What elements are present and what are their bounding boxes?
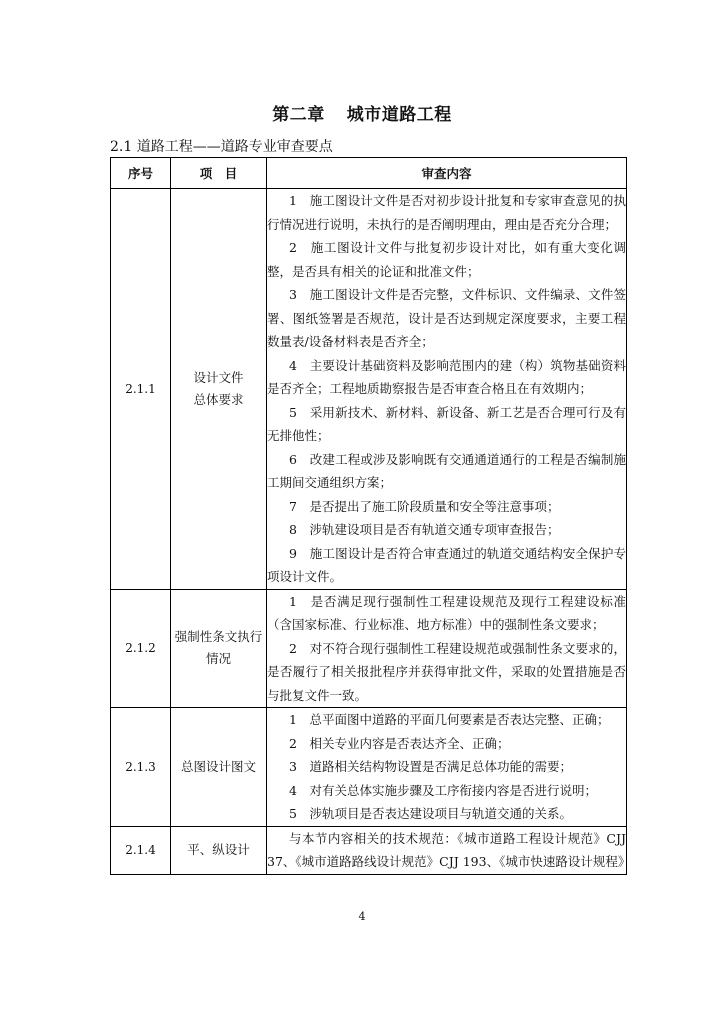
review-point: 5 采用新技术、新材料、新设备、新工艺是否合理可行及有无排他性；	[267, 404, 626, 443]
row-content	[267, 589, 627, 708]
review-point: 1 是否满足现行强制性工程建设规范及现行工程建设标准（含国家标准、行业标准、地方标准）中的强制性条文要求；	[267, 593, 626, 632]
page-number: 4	[358, 910, 366, 923]
review-table	[110, 157, 631, 875]
row-number: 2.1.1	[111, 189, 171, 590]
row-number: 2.1.4	[111, 826, 171, 874]
review-point: 9 施工图设计是否符合审查通过的轨道交通结构安全保护专项设计文件。	[267, 545, 626, 584]
table-header-row	[111, 158, 627, 189]
review-point: 与本节内容相关的技术规范：《城市道路工程设计规范》CJJ 37、《城市道路路线设计规范》CJJ 193、《城市快速路设计规程》	[267, 830, 631, 869]
review-point: 4 主要设计基础资料及影响范围内的建（构）筑物基础资料是否齐全；工程地质勘察报告是否审查合格且在有效期内；	[267, 357, 626, 396]
review-point: 2 对不符合现行强制性工程建设规范或强制性条文要求的，是否履行了相关报批程序并获得审批文件，采取的处置措施是否与批复文件一致。	[267, 640, 626, 703]
review-point: 5 涉轨项目是否表达建设项目与轨道交通的关系。	[289, 806, 572, 821]
review-point: 3 施工图设计文件是否完整，文件标识、文件编录、文件签署、图纸签署是否规范，设计是否达到规定深度要求，主要工程数量表/设备材料表是否齐全；	[267, 287, 626, 349]
review-point: 2 施工图设计文件与批复初步设计对比，如有重大变化调整，是否具有相关的论证和批准文件；	[267, 240, 626, 279]
header-item: 项 目	[171, 158, 267, 189]
row-item-line: 情况	[205, 651, 231, 667]
review-point: 2 相关专业内容是否表达齐全、正确；	[289, 735, 510, 751]
table-row	[111, 826, 627, 874]
header-no: 序号	[111, 158, 171, 189]
chapter-title	[0, 100, 724, 125]
review-point: 1 施工图设计文件是否对初步设计批复和专家审查意见的执行情况进行说明，未执行的是否阐明理由，理由是否充分合理；	[267, 193, 626, 232]
row-item	[171, 189, 267, 590]
review-point: 1 总平面图中道路的平面几何要素是否表达完整、正确；	[289, 712, 610, 727]
chapter-number: 第二章	[272, 105, 325, 125]
row-content	[267, 708, 627, 827]
table-row	[111, 708, 627, 827]
row-content	[267, 826, 631, 874]
review-point: 6 改建工程或涉及影响既有交通通道通行的工程是否编制施工期间交通组织方案；	[267, 451, 626, 490]
review-point: 3 道路相关结构物设置是否满足总体功能的需要；	[289, 759, 572, 774]
row-item-line: 总体要求	[193, 391, 244, 407]
section-heading: 2.1 道路工程——道路专业审查要点	[110, 139, 333, 155]
row-item: 总图设计图文	[171, 708, 267, 827]
row-item-line: 强制性条文执行	[174, 629, 263, 645]
row-item-line: 设计文件	[193, 369, 244, 385]
review-point: 8 涉轨建设项目是否有轨道交通专项审查报告；	[289, 522, 560, 537]
header-content: 审查内容	[267, 158, 627, 189]
table-row	[111, 589, 627, 708]
row-number: 2.1.3	[111, 708, 171, 827]
row-number: 2.1.2	[111, 589, 171, 708]
chapter-name: 城市道路工程	[346, 105, 452, 125]
table-row	[111, 189, 627, 590]
row-item	[171, 589, 267, 708]
review-point: 4 对有关总体实施步骤及工序衔接内容是否进行说明；	[289, 782, 597, 798]
review-point: 7 是否提出了施工阶段质量和安全等注意事项；	[289, 498, 560, 514]
row-content	[267, 189, 627, 590]
row-item: 平、纵设计	[171, 826, 267, 874]
